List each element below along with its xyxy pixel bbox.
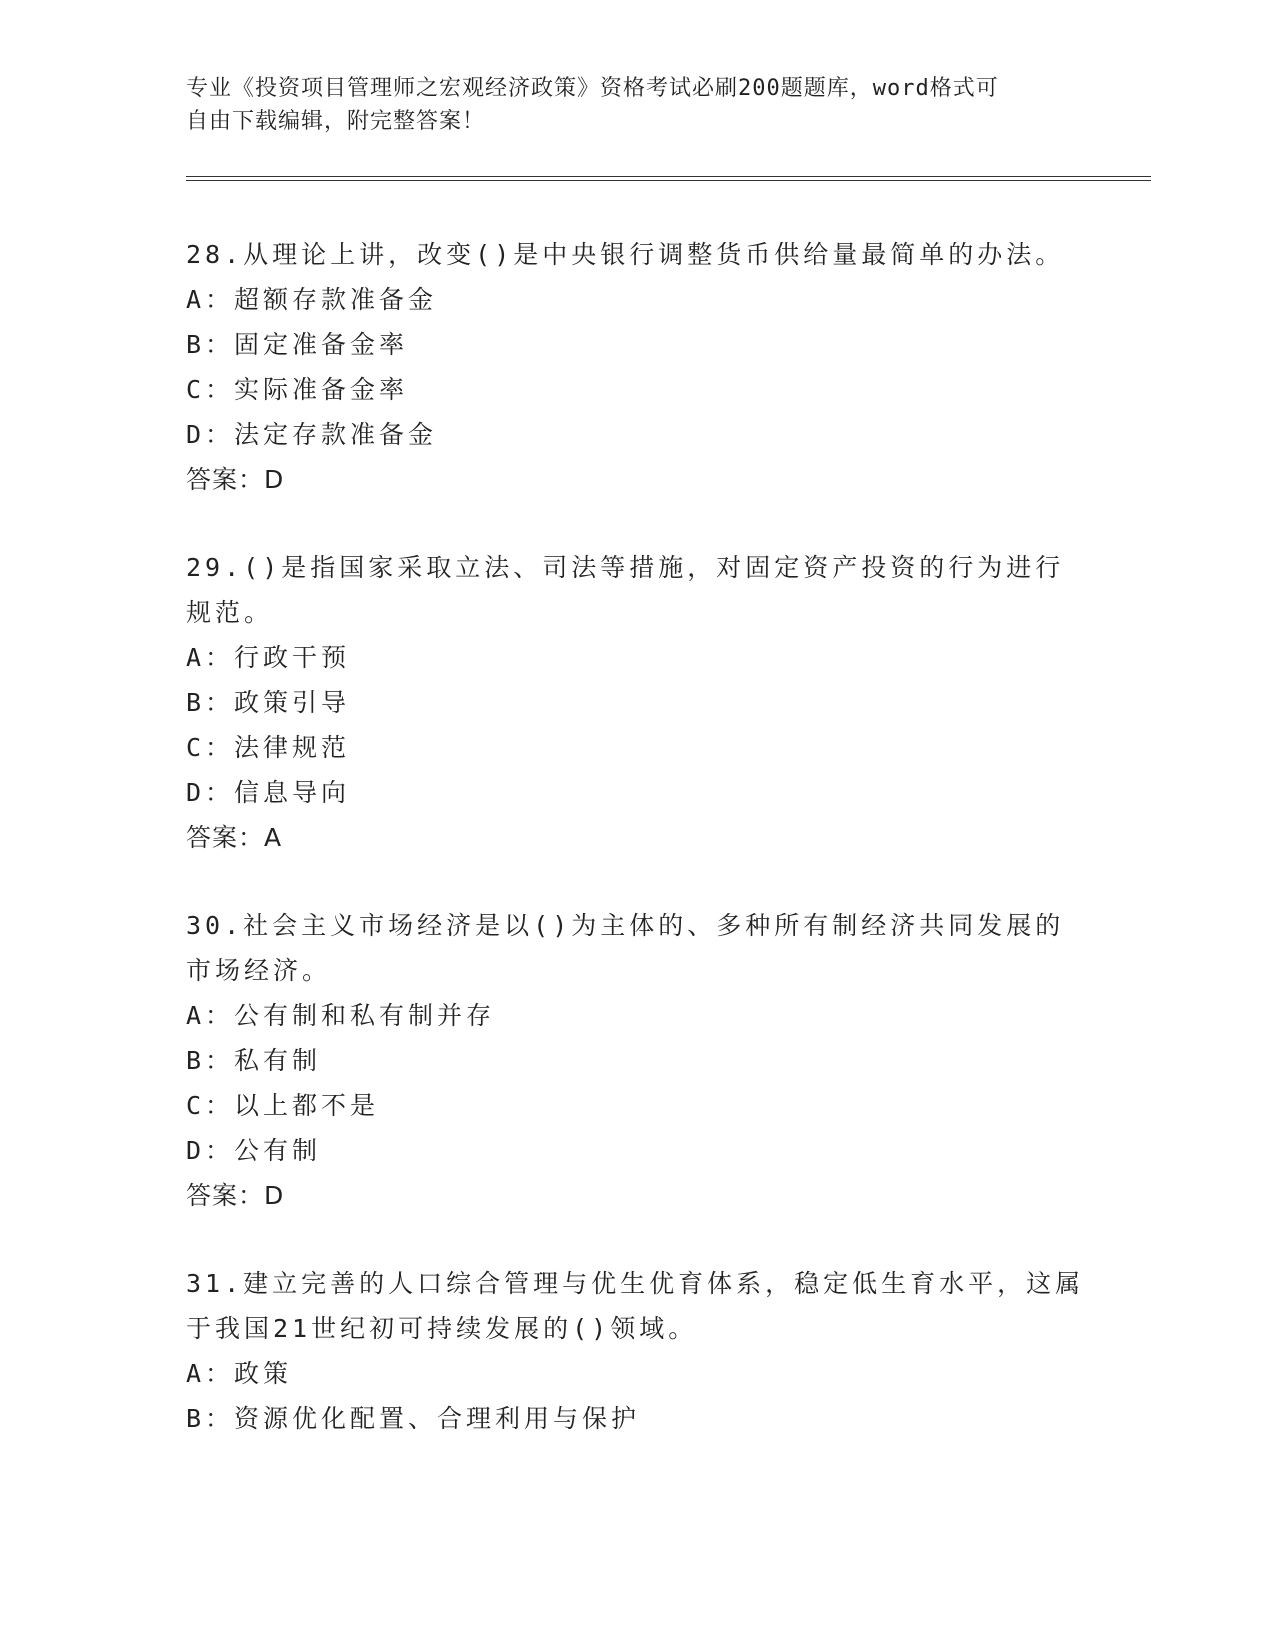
option-c: C：实际准备金率 bbox=[186, 375, 409, 404]
question-stem: 30.社会主义市场经济是以()为主体的、多种所有制经济共同发展的市场经济。 bbox=[186, 911, 1065, 985]
question-stem: 31.建立完善的人口综合管理与优生优育体系，稳定低生育水平，这属于我国21世纪初可持续发展的()领域。 bbox=[186, 1269, 1085, 1343]
question-28 bbox=[186, 232, 1086, 502]
option-b: B：政策引导 bbox=[186, 688, 351, 717]
document-header bbox=[186, 72, 1066, 138]
answer: 答案：D bbox=[186, 1181, 285, 1210]
option-b: B：资源优化配置、合理利用与保护 bbox=[186, 1404, 641, 1433]
option-a: A：超额存款准备金 bbox=[186, 285, 438, 314]
header-line-2: 自由下载编辑，附完整答案！ bbox=[186, 109, 486, 134]
header-divider bbox=[186, 176, 1151, 181]
question-30 bbox=[186, 903, 1086, 1218]
option-d: D：公有制 bbox=[186, 1136, 322, 1165]
header-line-1: 专业《投资项目管理师之宏观经济政策》资格考试必刷200题题库，word格式可 bbox=[186, 76, 999, 101]
option-c: C：以上都不是 bbox=[186, 1091, 380, 1120]
question-stem: 29.()是指国家采取立法、司法等措施，对固定资产投资的行为进行规范。 bbox=[186, 553, 1065, 627]
question-stem: 28.从理论上讲，改变()是中央银行调整货币供给量最简单的办法。 bbox=[186, 240, 1065, 269]
answer: 答案：A bbox=[186, 823, 283, 852]
answer: 答案：D bbox=[186, 465, 285, 494]
option-b: B：私有制 bbox=[186, 1046, 322, 1075]
question-29 bbox=[186, 545, 1086, 860]
option-d: D：法定存款准备金 bbox=[186, 420, 438, 449]
option-b: B：固定准备金率 bbox=[186, 330, 409, 359]
option-a: A：政策 bbox=[186, 1359, 293, 1388]
question-31 bbox=[186, 1261, 1086, 1441]
question-list bbox=[186, 232, 1086, 1484]
option-a: A：行政干预 bbox=[186, 643, 351, 672]
option-c: C：法律规范 bbox=[186, 733, 351, 762]
option-d: D：信息导向 bbox=[186, 778, 351, 807]
option-a: A：公有制和私有制并存 bbox=[186, 1001, 496, 1030]
